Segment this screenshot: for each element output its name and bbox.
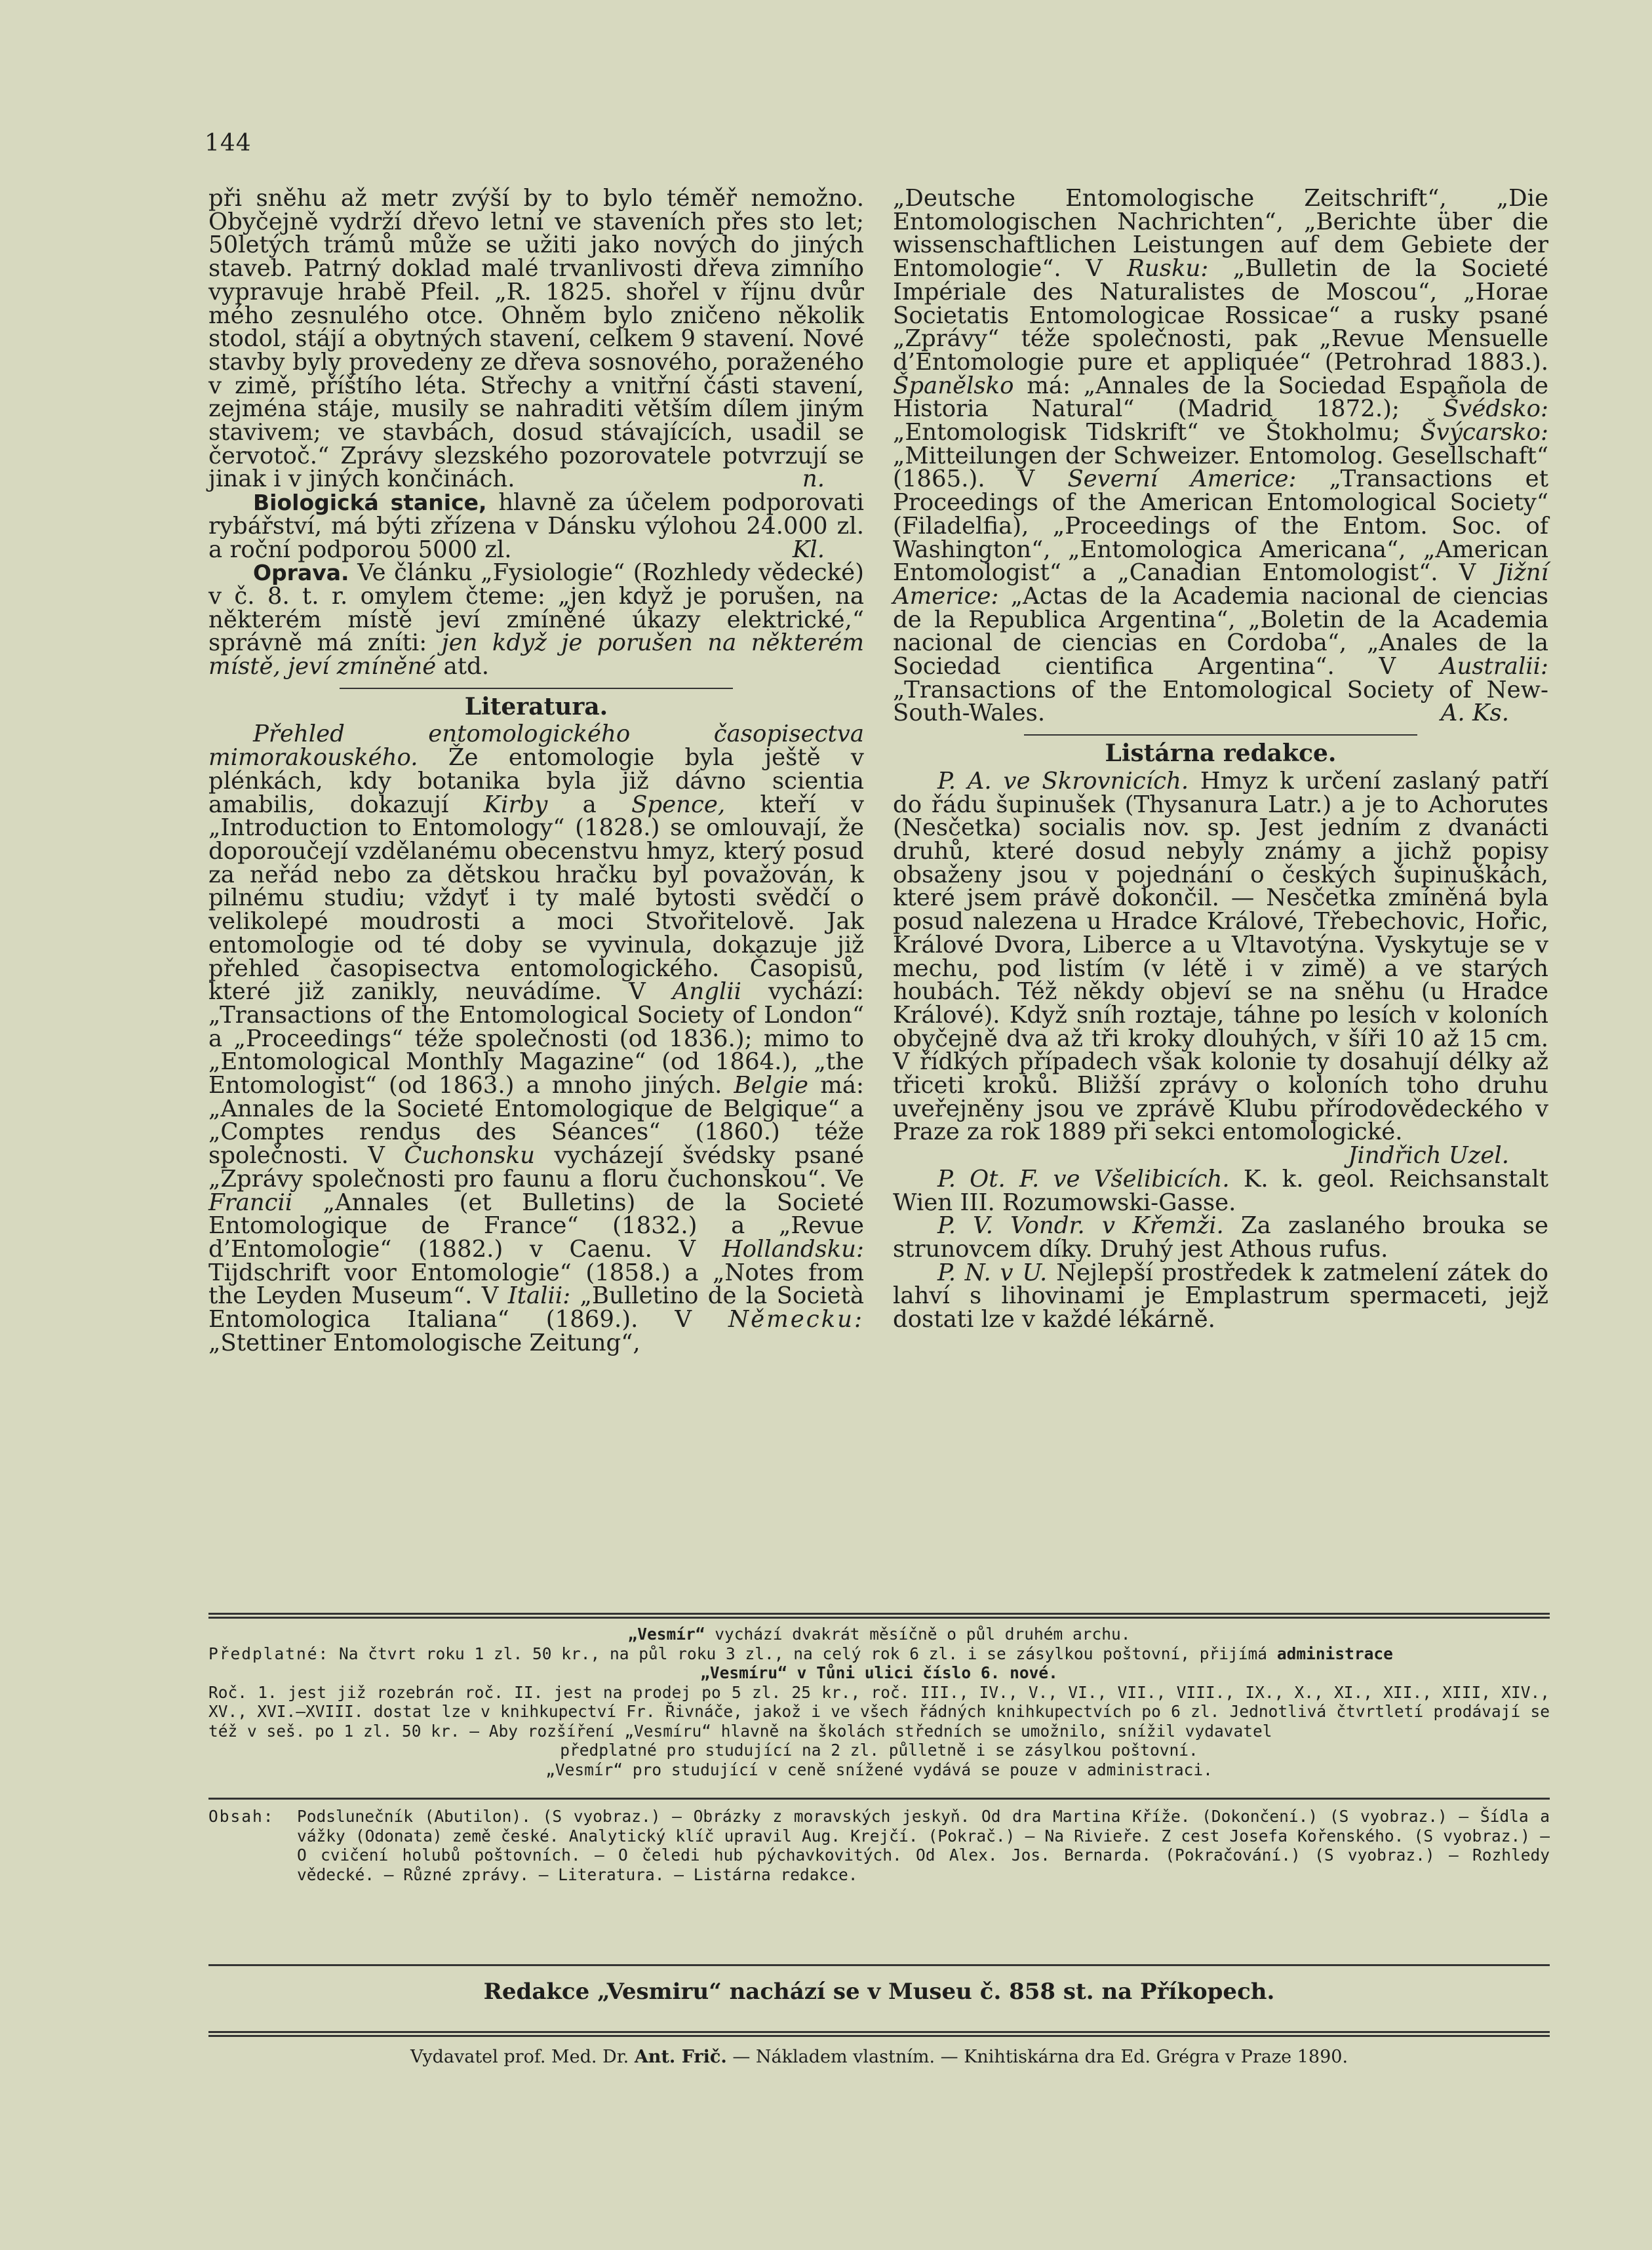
paragraph-text: „Actas de la Academia nacional de ciencias de la Republica Argentina“, „Boletin de la Academia nacional de ciencias en Cordoba“, „Anales de la Sociedad cientifica Argentina“. V <box>893 582 1548 681</box>
literature-heading: Literatura. <box>464 692 608 720</box>
paragraph-text: „Stettiner Entomologische Zeitung“, <box>208 1329 640 1356</box>
label: Předplatné: <box>208 1644 330 1663</box>
signature: Jindřich Uzel. <box>1348 1142 1509 1170</box>
contents-text: Podslunečník (Abutilon). (S vyobraz.) — Obrázky z moravských jeskyň. Od dra Martina Kříže. (Dokončení.) (S vyobraz.) — Šídla a vážky (Odonata) země české. Analytický klíč upravil Aug. Krejčí. (Pokrač.) — Na Rivieře. Z cest Josefa Kořenského. (S vyobraz.) — O cvičení holubů poštovních. — O čeledi hub pýchavkovitých. Od Alex. Jos. Bernarda. (Pokračování.) (S vyobraz.) — Rozhledy vědecké. — Různé zprávy. — Literatura. — Listárna redakce. <box>297 1807 1550 1884</box>
left-column <box>208 187 864 1354</box>
divider <box>208 1964 1550 1966</box>
letter-answer-2 <box>893 1165 1548 1216</box>
section-heading: Oprava. <box>253 560 349 586</box>
paragraph-text: Za zaslaného brouka se strunovcem díky. Druhý jest Athous rufus. <box>893 1212 1548 1263</box>
bold-text: „Vesmíru“ v Tůni ulici číslo 6. nové. <box>700 1663 1058 1682</box>
publication-frequency <box>208 1625 1550 1644</box>
paragraph-literature <box>208 722 864 1354</box>
italic-text: Švédsko: <box>1442 395 1548 423</box>
signature: A. Ks. <box>1440 700 1509 727</box>
italic-text: Kirby <box>483 791 548 818</box>
contents <box>208 1807 1550 1884</box>
listarna-heading: Listárna redakce. <box>1105 740 1337 768</box>
paragraph-wood-durability <box>208 187 864 491</box>
italic-text: Francii <box>208 1189 293 1216</box>
paragraph-text: vycházejí švédsky psané „Zprávy společnosti pro faunu a floru čuchonskou“. Ve <box>208 1142 864 1193</box>
footer-text: Na čtvrt roku 1 zl. 50 kr., na půl roku 3 zl., na celý rok 6 zl. i se zásylkou poštovní, přijímá <box>339 1644 1268 1663</box>
student-note: „Vesmír“ pro studující v ceně snížené vydává se pouze v administraci. <box>545 1760 1213 1779</box>
italic-text: Spence, <box>631 791 726 818</box>
italic-text: Čuchonsku <box>404 1142 535 1170</box>
footer-text: vychází dvakrát měsíčně o půl druhém archu. <box>715 1625 1131 1644</box>
divider <box>1024 734 1417 736</box>
paragraph-text: Tijdschrift voor Entomologie“ (1858.) a „Notes from the Leyden Museum“. V <box>208 1259 864 1310</box>
contents-label: Obsah: <box>208 1807 275 1826</box>
italic-text: Hollandsku: <box>722 1235 864 1263</box>
paragraph-text: atd. <box>443 653 490 681</box>
italic-text: Španělsko <box>893 372 1014 399</box>
addressee: P. V. Vondr. v Křemži. <box>937 1212 1224 1240</box>
paragraph-text: a <box>582 791 597 818</box>
paragraph-text: „Bulletin de la Societé Impériale des Naturalistes de Moscou“, „Horae Societatis Entomologicae Rossicae“ a rusky psané „Zprávy“ téže společnosti, pak „Revue Mensuelle d’Entomologie pure et appliquée“ (Petrohrad 1883.). <box>893 255 1548 376</box>
letter-answer-1 <box>893 767 1548 1170</box>
subscription-info <box>208 1625 1550 1779</box>
paragraph-text: Hmyz k určení zaslaný patří do řádu šupinušek (Thysanura Latr.) a je to Achorutes (Nesčetka) socialis nov. sp. Jest jedním z dvanácti druhů, které dosud nebyly známy a jichž popisy obsaženy jsou v pojednání o českých šupinuškách, které jsem právě dokončil. — Nesčetka zmíněná byla posud nalezena u Hradce Králové, Třebechovic, Hořic, Králové Dvora, Liberce a u Vltavotýna. Vyskytuje se v mechu, pod listím (v létě i v zimě) a ve starých houbách. Též někdy objeví se na sněhu (u Hradce Králové). Když sníh roztaje, táhne po lesích v koloních obyčejně dva až tři kroky dlouhých, v šíři 10 až 15 cm. V řídkých případech však kolonie ty dosahují délky až třiceti kroků. Bližší zprávy o koloních toho druhu uveřejněny jsou ve zprávě Klubu přírodovědeckého v Praze za rok 1889 při sekci entomologické. <box>893 767 1548 1146</box>
footer-text: — Nákladem vlastním. — Knihtiskárna dra Ed. Grégra v Praze 1890. <box>732 2047 1348 2067</box>
italic-text: Švýcarsko: <box>1420 419 1548 446</box>
paragraph-text: Že entomologie byla ještě v plénkách, kdy botanika byla již dávno scientia amabilis, dokazují <box>208 744 864 818</box>
paragraph-text: „Annales (et Bulletins) de la Societé Entomologique de France“ (1832.) a „Revue d’Entomologie“ (1882.) v Caenu. V <box>208 1189 864 1263</box>
paragraph-text: Ve článku „Fysiologie“ (Rozhledy vědecké) v č. 8. t. r. omylem čteme: „jen když je porušen, na některém místě jeví zmíněné úkazy elektrické,“ správně má zníti: <box>208 559 864 657</box>
divider <box>208 2035 1550 2037</box>
paragraph-text: vychází: „Transactions of the Entomological Society of London“ a „Proceedings“ téže společnosti (od 1836.); mimo to „Entomological Monthly Magazine“ (od 1864.), „the Entomologist“ (od 1863.) a mnoho jiných. <box>208 978 864 1099</box>
divider <box>208 2031 1550 2033</box>
italic-text: Anglii <box>672 978 741 1006</box>
paragraph-text: „Entomologisk Tidskrift“ ve Štokholmu; <box>893 419 1400 446</box>
paragraph-text: kteří v „Introduction to Entomology“ (1828.) se omlouvají, že doporoučejí vzdělanému obecenstvu hmyz, který posud za neřád nebo za dětskou hračku byl považován, k pilnému studiu; vždyť i ty malé bytosti svědčí o velikolepé moudrosti a moci Stvořitelově. Jak entomologie od té doby se vyvinula, dokazuje již přehled časopisectva entomologického. Časopisů, které již zanikly, neuvádíme. V <box>208 791 864 1006</box>
page-number: 144 <box>205 130 252 157</box>
paragraph-text: Nejlepší prostředek k zatmelení zátek do lahví s lihovinami je Emplastrum spermaceti, jejž dostati lze v každé lékárně. <box>893 1259 1548 1333</box>
addressee: P. Ot. F. ve Všelibicích. <box>937 1165 1230 1193</box>
addressee: P. N. v U. <box>937 1259 1048 1286</box>
addressee: P. A. ve Skrovnicích. <box>937 767 1189 795</box>
divider <box>208 1798 1550 1800</box>
editorial-address: Redakce „Vesmiru“ nachází se v Museu č. 858 st. na Příkopech. <box>483 1979 1275 2005</box>
paragraph-text: při sněhu až metr zvýší by to bylo téměř nemožno. Obyčejně vydrží dřevo letní ve staveních přes sto let; 50letých trámů může se užiti jako nových do jiných staveb. Patrný doklad malé trvanlivosti dřeva zimního vypravuje hrabě Pfeil. „R. 1825. shořel v říjnu dvůr mého zesnulého otce. Ohněm bylo zničeno několik stodol, stájí a obytných stavení, celkem 9 stavení. Nové stavby byly provedeny ze dřeva sosnového, poraženého v zimě, příštího léta. Střechy a vnitřní části stavení, zejména stáje, musily se nahraditi větším dílem jiným stavivem; ve stavbách, dosud stávajících, usadil se červotoč.“ Zprávy slezského pozorovatele potvrzují se jinak i v jiných končinách. <box>208 185 864 493</box>
italic-text: Italii: <box>507 1282 571 1310</box>
paragraph-text: „Transactions et Proceedings of the American Entomological Society“ (Filadelfia), „Proceedings of the Entom. Soc. of Washington“, „Entomologica Americana“, „American Entomologist“ a „Canadian Entomologist“. V <box>893 465 1548 587</box>
bold-text: administrace <box>1276 1644 1393 1663</box>
paragraph-text: má: „Annales de la Societé Entomologique de Belgique“ a „Comptes rendus des Séances“ (1860.) téže společnosti. V <box>208 1072 864 1170</box>
paragraph-text: „Transactions of the Entomological Society of New-South-Wales. <box>893 676 1548 727</box>
italic-text: Australii: <box>1440 653 1548 681</box>
signature: n. <box>802 465 825 493</box>
subscription-prices <box>208 1644 1550 1664</box>
paragraph-biological-station <box>208 491 864 561</box>
bold-text: Ant. Frič. <box>634 2047 727 2067</box>
publisher-line <box>208 2047 1550 2067</box>
divider <box>208 1617 1550 1619</box>
paragraph-text: K. k. geol. Reichsanstalt Wien III. Rozumowski-Gasse. <box>893 1165 1548 1216</box>
paragraph-text: „Deutsche Entomologische Zeitschrift“, „Die Entomologischen Nachrichten“, „Berichte über die wissenschaftlichen Leistungen auf dem Gebiete der Entomologie“. V <box>893 185 1548 283</box>
italic-text: Německu: <box>728 1306 864 1333</box>
letter-answer-3 <box>893 1214 1548 1261</box>
divider <box>208 1613 1550 1615</box>
italic-text: Belgie <box>734 1072 809 1099</box>
italic-text: Přehled entomologického časopisectva mimorakouského. <box>208 720 864 772</box>
contents-row <box>208 1807 1550 1884</box>
divider <box>340 688 733 689</box>
letter-answer-4 <box>893 1261 1548 1332</box>
italic-text: Severní Americe: <box>1067 465 1297 493</box>
administration-address <box>208 1663 1550 1683</box>
paragraph-correction <box>208 561 864 679</box>
italic-text: jen když je porušen na některém místě, jeví zmíněné <box>208 629 864 681</box>
italic-text: Jižní Americe: <box>893 559 1548 610</box>
right-column <box>893 187 1548 1332</box>
paragraph-text: „Bulletino de la Società Entomologica Italiana“ (1869.). V <box>208 1282 865 1333</box>
italic-text: Rusku: <box>1127 255 1209 283</box>
paragraph-text: „Mitteilungen der Schweizer. Entomolog. Gesellschaft“ (1865.). V <box>893 442 1548 493</box>
paragraph-literature-continued <box>893 187 1548 725</box>
footer-text: Vydavatel prof. Med. Dr. <box>410 2047 629 2067</box>
student-price: předplatné pro studující na 2 zl. půlletně i se zásylkou poštovní. <box>560 1741 1198 1760</box>
paragraph-text: má: „Annales de la Sociedad Española de Historia Natural“ (Madrid 1872.); <box>893 372 1548 423</box>
paragraph-text: hlavně za účelem podporovati rybářství, má býti zřízena v Dánsku výlohou 24.000 zl. a roční podporou 5000 zl. <box>208 489 864 563</box>
section-heading: Biologická stanice, <box>253 490 487 516</box>
volume-info: Roč. 1. jest již rozebrán roč. II. jest na prodej po 5 zl. 25 kr., roč. III., IV., V., VI., VII., VIII., IX., X., XI., XII., XIII, XIV., XV., XVI.—XVIII. dostat lze v knihkupectví Fr. Řivnáče, jakož i ve všech řádných knihkupectvích po 6 zl. Jednotlivá čtvrtletí prodávají se též v seš. po 1 zl. 50 kr. — Aby rozšíření „Vesmíru“ hlavně na školách středních se umožnilo, snížil vydavatel <box>208 1682 1550 1741</box>
signature: Kl. <box>792 536 825 563</box>
bold-text: „Vesmír“ <box>627 1625 705 1644</box>
